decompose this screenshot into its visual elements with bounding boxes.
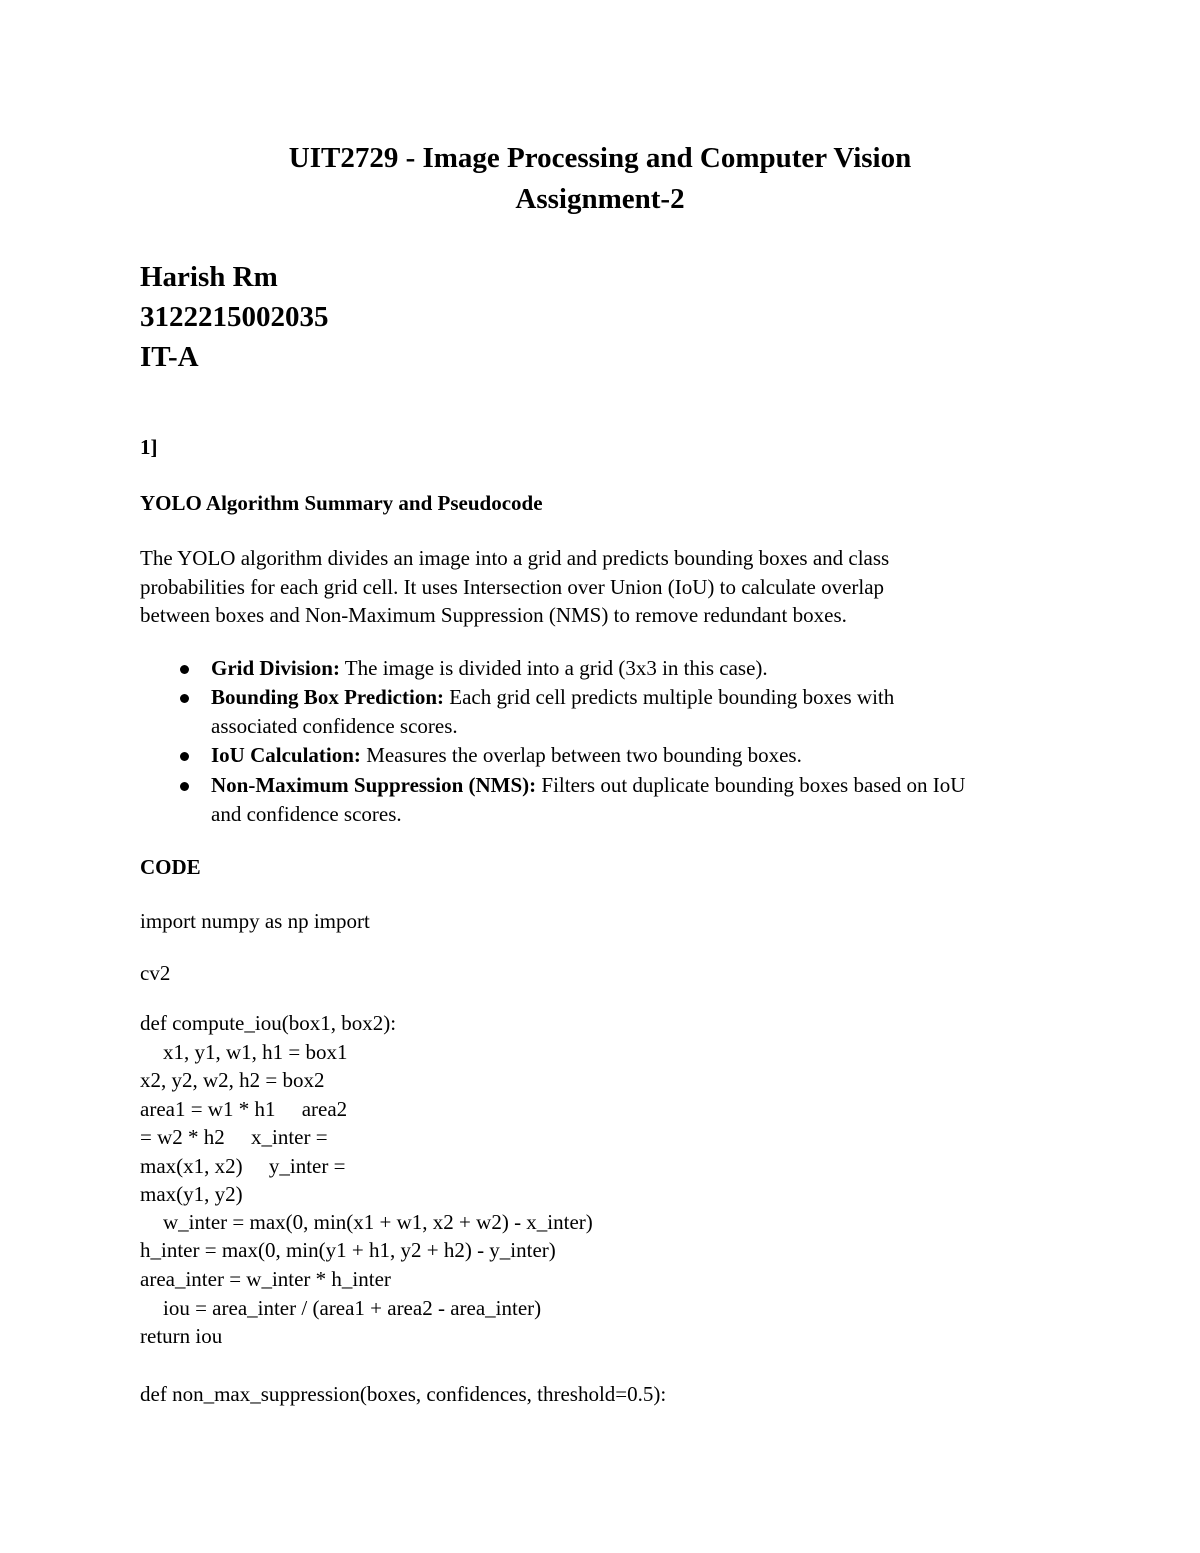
bullet-item — [211, 656, 768, 681]
author-roll-number: 3122215002035 — [140, 301, 329, 333]
code-line: = w2 * h2 x_inter = — [140, 1125, 328, 1149]
code-line: area1 = w1 * h1 area2 — [140, 1097, 348, 1121]
bullet-term: Grid Division: — [211, 656, 340, 680]
bullet-dot — [180, 694, 189, 703]
bullet-description: The image is divided into a grid (3x3 in this case). — [339, 656, 768, 680]
bullet-term: Bounding Box Prediction: — [211, 685, 444, 709]
question-number: 1] — [140, 435, 158, 459]
code-line: def non_max_suppression(boxes, confidences, threshold=0.5): — [140, 1382, 667, 1406]
author-section: IT-A — [140, 341, 199, 373]
code-heading: CODE — [140, 855, 201, 879]
document-title: UIT2729 - Image Processing and Computer Vision — [288, 142, 912, 174]
code-line: import numpy as np import — [140, 909, 370, 933]
bullet-dot — [180, 665, 189, 674]
bullet-continuation: associated confidence scores. — [211, 714, 458, 738]
bullet-description: Measures the overlap between two bounding boxes. — [360, 743, 802, 767]
code-line: x2, y2, w2, h2 = box2 — [140, 1068, 325, 1092]
code-line: return iou — [140, 1324, 223, 1348]
bullet-term: Non-Maximum Suppression (NMS): — [211, 773, 537, 797]
code-line: w_inter = max(0, min(x1 + w1, x2 + w2) - x_inter) — [163, 1210, 593, 1234]
intro-line: between boxes and Non-Maximum Suppression (NMS) to remove redundant boxes. — [140, 603, 847, 627]
bullet-item — [211, 743, 802, 768]
bullet-dot — [180, 782, 189, 791]
code-line: h_inter = max(0, min(y1 + h1, y2 + h2) - y_inter) — [140, 1238, 556, 1262]
bullet-continuation: and confidence scores. — [211, 802, 402, 826]
code-line: max(x1, x2) y_inter = — [140, 1154, 346, 1178]
code-line: area_inter = w_inter * h_inter — [140, 1267, 391, 1291]
code-line: x1, y1, w1, h1 = box1 — [163, 1040, 348, 1064]
bullet-description: Each grid cell predicts multiple bounding boxes with — [444, 685, 895, 709]
code-line: iou = area_inter / (area1 + area2 - area_inter) — [163, 1296, 542, 1320]
bullet-dot — [180, 752, 189, 761]
bullet-description: Filters out duplicate bounding boxes based on IoU — [536, 773, 966, 797]
bullet-term: IoU Calculation: — [211, 743, 361, 767]
question-heading: YOLO Algorithm Summary and Pseudocode — [140, 491, 543, 515]
code-line: max(y1, y2) — [140, 1182, 243, 1206]
bullet-item — [211, 685, 894, 710]
document-subtitle: Assignment-2 — [515, 183, 685, 215]
intro-line: The YOLO algorithm divides an image into a grid and predicts bounding boxes and class — [140, 546, 890, 570]
code-line: def compute_iou(box1, box2): — [140, 1011, 397, 1035]
intro-line: probabilities for each grid cell. It uses Intersection over Union (IoU) to calculate overlap — [140, 575, 885, 599]
author-name: Harish Rm — [140, 261, 278, 293]
code-line: cv2 — [140, 961, 171, 985]
bullet-item — [211, 773, 965, 798]
